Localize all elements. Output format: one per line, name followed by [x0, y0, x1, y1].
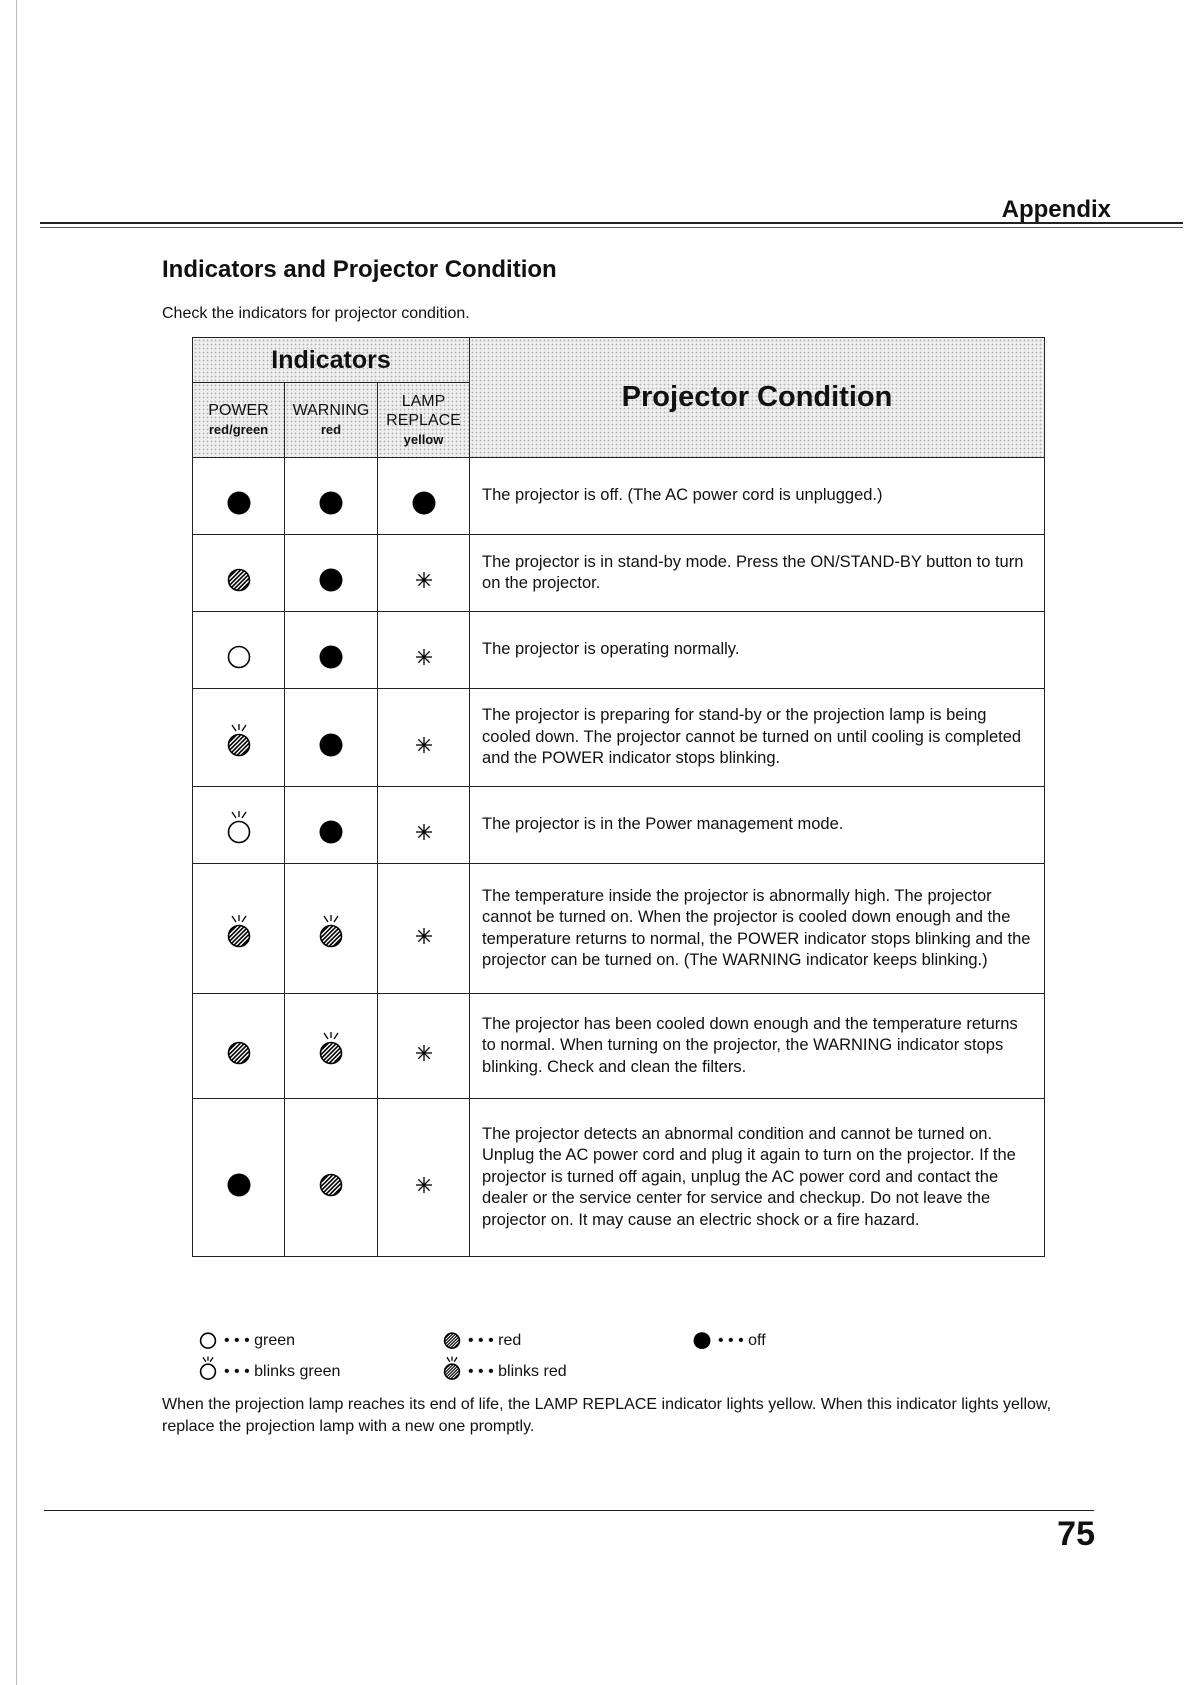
warning-column-header: [285, 383, 378, 458]
table-row: [193, 458, 1045, 535]
red-hatched-icon: [225, 1026, 253, 1066]
power-column-header: [193, 383, 285, 458]
legend-green: [198, 1321, 295, 1350]
power-cell: [193, 535, 285, 612]
power-cell: [193, 689, 285, 787]
table-row: [193, 864, 1045, 994]
asterisk-icon: [410, 805, 438, 845]
page-number: 75: [1057, 1515, 1095, 1553]
table-row: [193, 612, 1045, 689]
table-row: [193, 1099, 1045, 1257]
asterisk-icon: [410, 718, 438, 758]
off-dot-icon: [225, 476, 253, 516]
blinking-red-icon: [225, 909, 253, 949]
asterisk-icon: [410, 630, 438, 670]
intro-text: Check the indicators for projector condition.: [162, 305, 470, 322]
warning-cell: [285, 1099, 378, 1257]
blinking-red-icon: [442, 1352, 462, 1381]
lamp-cell: [378, 787, 470, 864]
legend-blinks-green: [198, 1352, 340, 1381]
off-dot-icon: [225, 1158, 253, 1198]
legend-text: • • • blinks green: [224, 1363, 341, 1380]
page-title: Indicators and Projector Condition: [162, 256, 557, 283]
power-cell: [193, 787, 285, 864]
table-row: [193, 994, 1045, 1099]
warning-cell: [285, 458, 378, 535]
condition-text: The projector has been cooled down enough and the temperature returns to normal. When turning on the projector, the WARNING indicator stops blinking. Check and clean the filters.: [470, 994, 1045, 1099]
legend-off: [692, 1321, 766, 1350]
warning-cell: [285, 612, 378, 689]
blinking-red-icon: [317, 909, 345, 949]
column-label: WARNING: [292, 402, 370, 419]
legend-text: • • • green: [224, 1332, 296, 1349]
condition-header: Projector Condition: [470, 338, 1045, 458]
lamp-cell: [378, 535, 470, 612]
column-color: red: [320, 422, 342, 437]
warning-cell: [285, 787, 378, 864]
condition-text: The projector is in stand-by mode. Press the ON/STAND-BY button to turn on the projector.: [470, 535, 1045, 612]
warning-cell: [285, 535, 378, 612]
column-color: yellow: [403, 431, 444, 447]
table-row: [193, 787, 1045, 864]
legend-text: • • • blinks red: [468, 1363, 567, 1380]
power-cell: [193, 1099, 285, 1257]
power-cell: [193, 458, 285, 535]
legend-red: [442, 1321, 521, 1350]
red-hatched-icon: [442, 1321, 462, 1350]
condition-text: The temperature inside the projector is abnormally high. The projector cannot be turned on. When the projector is cooled down enough and the temperature returns to normal, the POWER indicator stops blinking and the projector can be turned on. (The WARNING indicator keeps blinking.): [470, 864, 1045, 994]
off-dot-icon: [317, 718, 345, 758]
binding-margin-line: [16, 0, 17, 1685]
power-cell: [193, 994, 285, 1099]
blinking-red-icon: [225, 718, 253, 758]
column-label: LAMP REPLACE: [386, 392, 461, 429]
lamp-cell: [378, 994, 470, 1099]
lamp-cell: [378, 458, 470, 535]
asterisk-icon: [410, 909, 438, 949]
asterisk-icon: [410, 1158, 438, 1198]
table-row: [193, 689, 1045, 787]
condition-text: The projector is off. (The AC power cord is unplugged.): [470, 458, 1045, 535]
column-color: red/green: [208, 422, 269, 437]
table-row: [193, 535, 1045, 612]
off-dot-icon: [317, 476, 345, 516]
condition-text: The projector is preparing for stand-by or the projection lamp is being cooled down. The projector cannot be turned on until cooling is completed and the POWER indicator stops blinking.: [470, 689, 1045, 787]
footnote: When the projection lamp reaches its end of life, the LAMP REPLACE indicator lights yellow. When this indicator lights yellow, replace the projection lamp with a new one promptly.: [162, 1396, 1052, 1435]
warning-cell: [285, 864, 378, 994]
footer-rule: [44, 1510, 1094, 1511]
section-label: Appendix: [1001, 196, 1111, 223]
lamp-cell: [378, 689, 470, 787]
lamp-cell: [378, 1099, 470, 1257]
green-circle-icon: [198, 1321, 218, 1350]
red-hatched-icon: [317, 1158, 345, 1198]
indicators-header: Indicators: [193, 338, 470, 383]
asterisk-icon: [410, 553, 438, 593]
blinking-green-icon: [225, 805, 253, 845]
power-cell: [193, 612, 285, 689]
condition-text: The projector detects an abnormal condition and cannot be turned on. Unplug the AC power cord and plug it again to turn on the projector. If the projector is turned off again, unplug the AC power cord and contact the dealer or the service center for service and checkup. Do not leave the projector on. It may cause an electric shock or a fire hazard.: [470, 1099, 1045, 1257]
green-circle-icon: [225, 630, 253, 670]
off-dot-icon: [317, 553, 345, 593]
off-dot-icon: [317, 805, 345, 845]
off-dot-icon: [410, 476, 438, 516]
off-dot-icon: [692, 1321, 712, 1350]
asterisk-icon: [410, 1026, 438, 1066]
condition-text: The projector is operating normally.: [470, 612, 1045, 689]
warning-cell: [285, 994, 378, 1099]
warning-cell: [285, 689, 378, 787]
column-label: POWER: [208, 402, 269, 419]
legend-text: • • • red: [468, 1332, 522, 1349]
red-hatched-icon: [225, 553, 253, 593]
lamp-column-header: [378, 383, 470, 458]
legend-blinks-red: [442, 1352, 567, 1381]
lamp-cell: [378, 864, 470, 994]
power-cell: [193, 864, 285, 994]
blinking-green-icon: [198, 1352, 218, 1381]
header-rule: [40, 222, 1183, 228]
blinking-red-icon: [317, 1026, 345, 1066]
legend-text: • • • off: [718, 1332, 766, 1349]
indicator-table: [192, 337, 1045, 1257]
lamp-cell: [378, 612, 470, 689]
off-dot-icon: [317, 630, 345, 670]
condition-text: The projector is in the Power management mode.: [470, 787, 1045, 864]
